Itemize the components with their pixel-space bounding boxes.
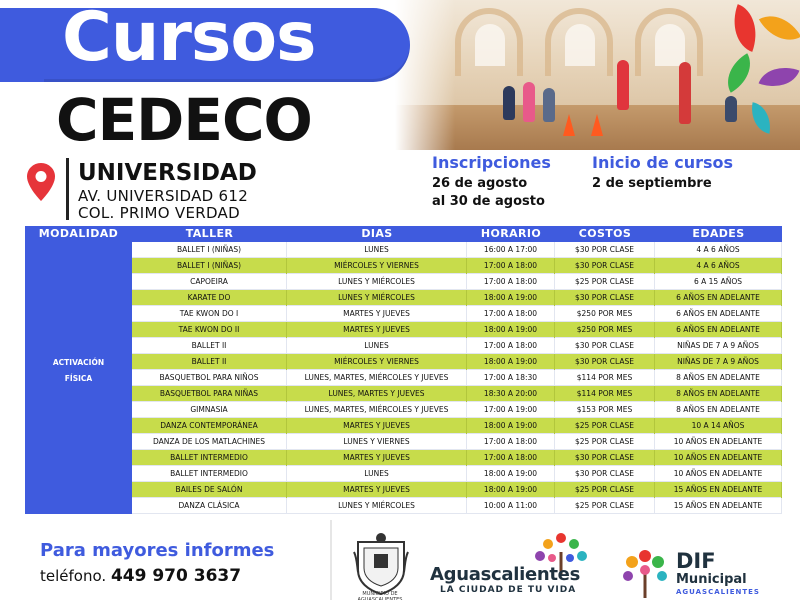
table-row [132, 370, 782, 386]
title-cedeco: CEDECO [56, 86, 312, 154]
table-row [132, 306, 782, 322]
cell-horario: 18:30 A 20:00 [467, 386, 555, 402]
cell-dias: LUNES, MARTES, MIÉRCOLES Y JUEVES [287, 402, 467, 418]
cell-taller: BAILES DE SALÓN [132, 482, 287, 498]
cell-taller: DANZA DE LOS MATLACHINES [132, 434, 287, 450]
aguascalientes-name: Aguascalientes [430, 564, 580, 585]
cell-edades: 15 AÑOS EN ADELANTE [655, 498, 782, 514]
cell-costos: $30 POR CLASE [555, 338, 655, 354]
phone-number: 449 970 3637 [110, 566, 242, 586]
cell-horario: 17:00 A 18:30 [467, 370, 555, 386]
cell-horario: 18:00 A 19:00 [467, 418, 555, 434]
title-pill-edge [0, 8, 50, 82]
table-row [132, 466, 782, 482]
header-horario: HORARIO [480, 227, 542, 240]
cell-costos: $114 POR MES [555, 386, 655, 402]
cell-edades: 10 A 14 AÑOS [655, 418, 782, 434]
modalidad-line1: ACTIVACIÓN [52, 358, 105, 367]
cell-horario: 16:00 A 17:00 [467, 242, 555, 258]
cell-costos: $30 POR CLASE [555, 258, 655, 274]
cell-edades: 10 AÑOS EN ADELANTE [655, 450, 782, 466]
cell-horario: 17:00 A 18:00 [467, 306, 555, 322]
table-row [132, 418, 782, 434]
footer-divider [330, 520, 332, 600]
course-start-date: 2 de septiembre [592, 176, 712, 191]
modalidad-line2: FÍSICA [64, 374, 93, 383]
table-row [132, 386, 782, 402]
cell-edades: 6 AÑOS EN ADELANTE [655, 290, 782, 306]
cell-horario: 17:00 A 18:00 [467, 450, 555, 466]
window-decoration [475, 24, 505, 66]
window-decoration [655, 24, 685, 66]
cell-edades: 8 AÑOS EN ADELANTE [655, 386, 782, 402]
table-row [132, 322, 782, 338]
location-address-line1: AV. UNIVERSIDAD 612 [78, 187, 249, 205]
leaf-shape [718, 53, 760, 93]
cell-taller: KARATE DO [132, 290, 287, 306]
municipio-seal-icon [352, 532, 410, 598]
cell-horario: 17:00 A 18:00 [467, 434, 555, 450]
cell-dias: MIÉRCOLES Y VIERNES [287, 258, 467, 274]
table-row [132, 274, 782, 290]
person-figure [503, 86, 515, 120]
table-row [132, 290, 782, 306]
cell-dias: LUNES [287, 242, 467, 258]
leaves-decoration [700, 0, 800, 150]
table-row [132, 402, 782, 418]
cell-costos: $30 POR CLASE [555, 354, 655, 370]
cell-taller: TAE KWON DO II [132, 322, 287, 338]
cell-horario: 17:00 A 18:00 [467, 338, 555, 354]
table-body [132, 242, 782, 514]
dif-subtitle: Municipal [676, 572, 747, 587]
cell-taller: GIMNASIA [132, 402, 287, 418]
table-row [132, 498, 782, 514]
municipio-seal-text: MUNICIPIO DE AGUASCALIENTES [357, 591, 403, 600]
schedule-table [25, 226, 782, 514]
header-modalidad: MODALIDAD [38, 227, 119, 240]
cell-taller: DANZA CLÁSICA [132, 498, 287, 514]
cell-dias: LUNES [287, 466, 467, 482]
location-divider [66, 158, 69, 220]
aguascalientes-tagline: LA CIUDAD DE TU VIDA [440, 585, 577, 595]
cell-costos: $153 POR MES [555, 402, 655, 418]
cell-edades: 8 AÑOS EN ADELANTE [655, 402, 782, 418]
cell-edades: 15 AÑOS EN ADELANTE [655, 482, 782, 498]
header-costos: COSTOS [578, 227, 632, 240]
cell-dias: MARTES Y JUEVES [287, 450, 467, 466]
cell-edades: 10 AÑOS EN ADELANTE [655, 466, 782, 482]
cell-taller: BASQUETBOL PARA NIÑAS [132, 386, 287, 402]
cell-edades: 4 A 6 AÑOS [655, 258, 782, 274]
cell-horario: 10:00 A 11:00 [467, 498, 555, 514]
table-row [132, 450, 782, 466]
table-row [132, 354, 782, 370]
cell-costos: $25 POR CLASE [555, 498, 655, 514]
registration-dates-line2: al 30 de agosto [432, 194, 545, 209]
cell-taller: BALLET I (NIÑAS) [132, 242, 287, 258]
header-taller: TALLER [185, 227, 234, 240]
cell-dias: LUNES, MARTES, MIÉRCOLES Y JUEVES [287, 370, 467, 386]
leaf-shape [724, 4, 766, 52]
cell-costos: $25 POR CLASE [555, 418, 655, 434]
cell-costos: $30 POR CLASE [555, 450, 655, 466]
table-row [132, 258, 782, 274]
info-phone [40, 566, 241, 586]
leaf-shape [759, 5, 800, 50]
location-name: UNIVERSIDAD [78, 160, 257, 186]
registration-dates-line1: 26 de agosto [432, 176, 528, 191]
cell-edades: 4 A 6 AÑOS [655, 242, 782, 258]
cell-taller: TAE KWON DO I [132, 306, 287, 322]
cell-costos: $25 POR CLASE [555, 434, 655, 450]
photo-fade [395, 0, 455, 150]
cell-horario: 17:00 A 19:00 [467, 402, 555, 418]
cell-costos: $25 POR CLASE [555, 482, 655, 498]
course-start-title: Inicio de cursos [592, 153, 734, 172]
table-row [132, 434, 782, 450]
cell-costos: $30 POR CLASE [555, 242, 655, 258]
cell-costos: $30 POR CLASE [555, 466, 655, 482]
cell-costos: $250 POR MES [555, 322, 655, 338]
cell-taller: BASQUETBOL PARA NIÑOS [132, 370, 287, 386]
cell-dias: LUNES [287, 338, 467, 354]
table-row [132, 242, 782, 258]
cell-horario: 18:00 A 19:00 [467, 482, 555, 498]
person-figure [543, 88, 555, 122]
cell-edades: 8 AÑOS EN ADELANTE [655, 370, 782, 386]
cell-dias: MIÉRCOLES Y VIERNES [287, 354, 467, 370]
cell-edades: 10 AÑOS EN ADELANTE [655, 434, 782, 450]
person-figure [617, 60, 629, 110]
dif-name: DIF [676, 549, 716, 573]
cell-taller: BALLET INTERMEDIO [132, 466, 287, 482]
cell-taller: BALLET I (NIÑAS) [132, 258, 287, 274]
cell-taller: CAPOEIRA [132, 274, 287, 290]
cell-dias: MARTES Y JUEVES [287, 418, 467, 434]
cone-decoration [591, 114, 603, 136]
cell-taller: BALLET II [132, 338, 287, 354]
cell-edades: 6 AÑOS EN ADELANTE [655, 306, 782, 322]
cell-dias: MARTES Y JUEVES [287, 306, 467, 322]
cell-costos: $250 POR MES [555, 306, 655, 322]
person-figure [523, 82, 535, 122]
cone-decoration [563, 114, 575, 136]
cell-horario: 17:00 A 18:00 [467, 258, 555, 274]
modalidad-cell [25, 242, 132, 514]
cell-horario: 18:00 A 19:00 [467, 290, 555, 306]
cell-taller: BALLET INTERMEDIO [132, 450, 287, 466]
person-figure [679, 62, 691, 124]
dif-tree-icon [620, 548, 670, 598]
leaf-shape [759, 59, 800, 95]
cell-dias: LUNES Y VIERNES [287, 434, 467, 450]
table-header [25, 226, 782, 242]
dif-subtitle-2: AGUASCALIENTES [676, 588, 760, 596]
cell-edades: NIÑAS DE 7 A 9 AÑOS [655, 338, 782, 354]
info-title: Para mayores informes [40, 540, 275, 561]
cell-costos: $114 POR MES [555, 370, 655, 386]
table-row [132, 338, 782, 354]
cell-edades: NIÑAS DE 7 A 9 AÑOS [655, 354, 782, 370]
header-dias: DIAS [361, 227, 393, 240]
cell-dias: MARTES Y JUEVES [287, 322, 467, 338]
cell-edades: 6 AÑOS EN ADELANTE [655, 322, 782, 338]
header-edades: EDADES [692, 227, 745, 240]
table-row [132, 482, 782, 498]
cell-costos: $30 POR CLASE [555, 290, 655, 306]
cell-taller: BALLET II [132, 354, 287, 370]
cell-edades: 6 A 15 AÑOS [655, 274, 782, 290]
cell-horario: 18:00 A 19:00 [467, 354, 555, 370]
registration-title: Inscripciones [432, 153, 551, 172]
cell-dias: LUNES Y MIÉRCOLES [287, 498, 467, 514]
cell-dias: LUNES Y MIÉRCOLES [287, 290, 467, 306]
cell-horario: 18:00 A 19:00 [467, 466, 555, 482]
location-address-line2: COL. PRIMO VERDAD [78, 204, 240, 222]
cell-dias: LUNES Y MIÉRCOLES [287, 274, 467, 290]
leaf-shape [748, 102, 775, 133]
cell-dias: MARTES Y JUEVES [287, 482, 467, 498]
map-pin-icon [26, 162, 56, 202]
cell-dias: LUNES, MARTES Y JUEVES [287, 386, 467, 402]
cell-taller: DANZA CONTEMPORÁNEA [132, 418, 287, 434]
window-decoration [565, 24, 595, 66]
cell-costos: $25 POR CLASE [555, 274, 655, 290]
title-cursos: Cursos [62, 0, 316, 77]
cell-horario: 18:00 A 19:00 [467, 322, 555, 338]
cell-horario: 17:00 A 18:00 [467, 274, 555, 290]
phone-label: teléfono. [40, 567, 107, 585]
